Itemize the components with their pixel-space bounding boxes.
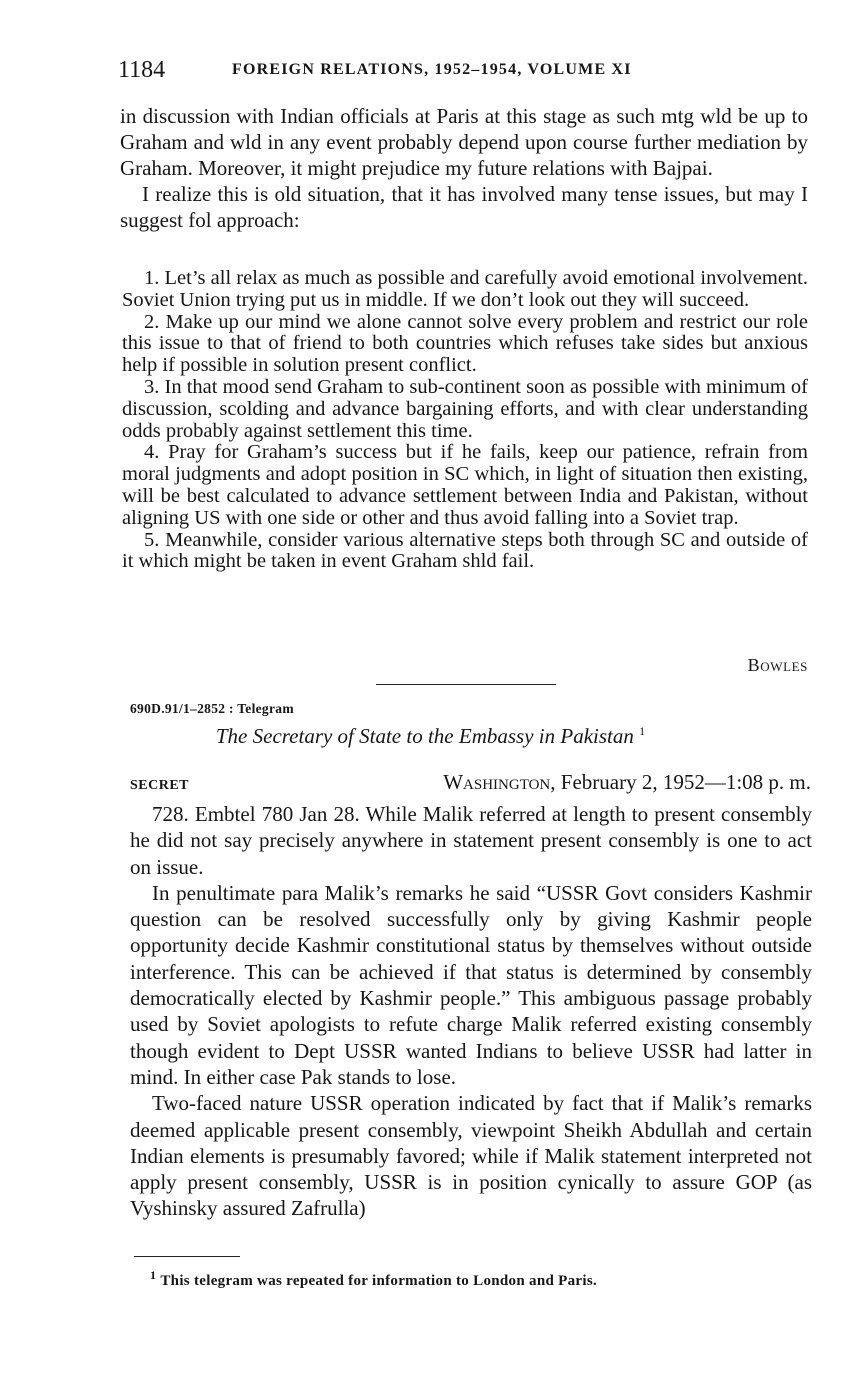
footnote-divider [134,1256,240,1257]
footnote-marker: 1 [639,724,646,738]
document-title [0,724,861,749]
telegram-body [130,801,812,1222]
approach-intro-paragraph: I realize this is old situation, that it has involved many tense issues, but may I suggest fol approach: [120,182,808,232]
continuation-text [120,103,808,233]
body-paragraph: In penultimate para Malik’s remarks he said “USSR Govt considers Kashmir question can be resolved successfully only by giving Kashmir people opportunity decide Kashmir constitutional status by themselves without outside interference. This can be achieved if that status is determined by consembly democratically elected by Kashmir people.” This ambiguous passage probably used by Soviet apologists to refute charge Malik referred existing consembly though evident to Dept USSR wanted Indians to believe USSR had latter in mind. In either case Pak stands to lose. [130,880,812,1089]
document-title-text: The Secretary of State to the Embassy in Pakistan [215,724,634,748]
dateline-place: Washington [443,770,551,794]
footnote [150,1268,597,1290]
body-paragraph: 728. Embtel 780 Jan 28. While Malik referred at length to present consembly he did not say precisely anywhere in statement present consembly is one to act on issue. [130,802,812,879]
section-divider [376,684,556,685]
footnote-number: 1 [150,1268,157,1282]
body-paragraph: Two-faced nature USSR operation indicated by fact that if Malik’s remarks deemed applicable present consembly, viewpoint Sheikh Abdullah and certain Indian elements is presumably favored; while if Malik statement interpreted not apply present consembly, USSR is in position cynically to assure GOP (as Vyshinsky assured Zafrulla) [130,1091,812,1221]
running-title: FOREIGN RELATIONS, 1952–1954, VOLUME XI [232,61,632,78]
page-number: 1184 [118,57,166,83]
approach-list [122,268,808,573]
dateline [443,770,811,795]
list-item: 1. Let’s all relax as much as possible and carefully avoid emotional involvement. Soviet Union trying put us in middle. If we don’t look out they will succeed. [122,267,808,311]
document-file-reference: 690D.91/1–2852 : Telegram [130,701,294,716]
page-header [118,57,818,85]
list-item: 5. Meanwhile, consider various alternative steps both through SC and outside of it which might be taken in event Graham shld fail. [122,528,808,573]
list-item: 3. In that mood send Graham to sub-continent soon as possible with minimum of discussion, scolding and advance bargaining efforts, and with clear understanding odds probably against settlement this time. [122,375,808,442]
list-item: 2. Make up our mind we alone cannot solve every problem and restrict our role this issue to that of friend to both countries which refuses take sides but anxious help if possible in solution present conflict. [122,310,808,377]
dateline-date: , February 2, 1952—1:08 p. m. [550,770,811,794]
signature: Bowles [747,655,808,675]
continuation-paragraph: in discussion with Indian officials at Paris at this stage as such mtg wld be up to Graham and wld in any event probably depend upon course further mediation by Graham. Moreover, it might prejudice my future relations with Bajpai. [120,104,808,180]
list-item: 4. Pray for Graham’s success but if he fails, keep our patience, refrain from moral judgments and adopt position in SC which, in light of situation then existing, will be best calculated to advance settlement between India and Pakistan, without aligning US with one side or other and thus avoid falling into a Soviet trap. [122,441,808,529]
classification-marking: SECRET [130,778,190,793]
footnote-text: This telegram was repeated for information to London and Paris. [160,1273,598,1289]
